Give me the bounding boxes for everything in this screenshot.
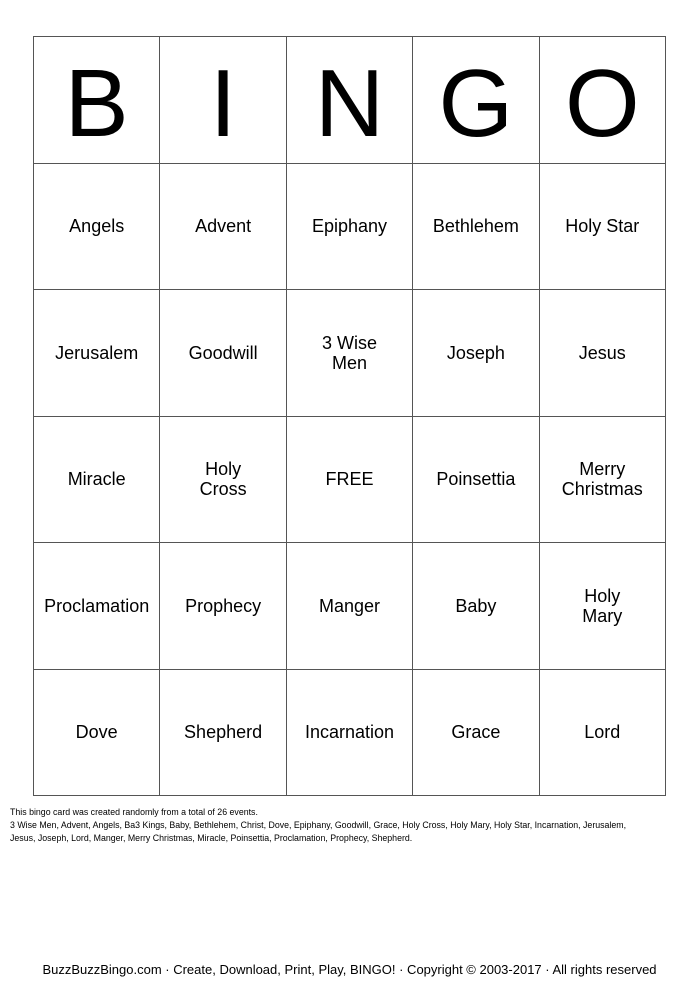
card-info (10, 806, 690, 845)
bingo-cell (34, 163, 160, 290)
header-cell-b (34, 37, 160, 164)
bingo-cell (34, 543, 160, 670)
bingo-cell (160, 669, 286, 796)
cell-text: Manger (318, 595, 380, 616)
bingo-row-4 (34, 543, 666, 670)
cell-text: Goodwill (188, 342, 258, 363)
bingo-cell (34, 669, 160, 796)
cell-text: Jerusalem (55, 342, 139, 363)
cell-text: Joseph (446, 342, 505, 363)
header-cell-g (413, 37, 539, 164)
bingo-header-row (34, 37, 666, 164)
header-letter: I (209, 49, 237, 157)
bingo-cell (160, 290, 286, 417)
cell-text: Epiphany (311, 216, 387, 237)
bingo-cell (34, 416, 160, 543)
bingo-cell (286, 669, 412, 796)
bingo-row-2 (34, 290, 666, 417)
bingo-cell (539, 543, 665, 670)
bingo-cell (286, 163, 412, 290)
header-letter: O (564, 49, 640, 157)
bingo-cell (34, 290, 160, 417)
free-space-cell (286, 416, 412, 543)
cell-text: Incarnation (304, 722, 394, 743)
bingo-row-1 (34, 163, 666, 290)
cell-text: Holy Mary (582, 585, 623, 626)
bingo-row-3 (34, 416, 666, 543)
cell-text: Merry Christmas (561, 459, 643, 500)
footer-copyright: BuzzBuzzBingo.com · Create, Download, Print, Play, BINGO! · Copyright © 2003-2017 · All rights reserved (42, 962, 657, 977)
bingo-card (33, 36, 666, 796)
cell-text: Baby (455, 595, 497, 616)
bingo-cell (413, 669, 539, 796)
bingo-cell (413, 163, 539, 290)
cell-text: Grace (451, 722, 501, 743)
bingo-row-5 (34, 669, 666, 796)
bingo-cell (539, 669, 665, 796)
cell-text: 3 Wise Men (321, 332, 377, 373)
bingo-cell (413, 416, 539, 543)
bingo-cell (539, 163, 665, 290)
cell-text: Poinsettia (436, 469, 516, 490)
bingo-cell (160, 543, 286, 670)
info-summary: This bingo card was created randomly from a total of 26 events. (10, 807, 258, 817)
bingo-cell (286, 543, 412, 670)
bingo-cell (539, 290, 665, 417)
cell-text: Shepherd (184, 722, 263, 743)
cell-text: Lord (584, 722, 621, 743)
free-space-text: FREE (325, 469, 374, 490)
header-cell-i (160, 37, 286, 164)
bingo-cell (160, 163, 286, 290)
cell-text: Prophecy (185, 595, 262, 616)
bingo-cell (413, 290, 539, 417)
cell-text: Proclamation (44, 595, 150, 616)
cell-text: Holy Cross (199, 459, 247, 500)
bingo-cell (413, 543, 539, 670)
header-cell-n (286, 37, 412, 164)
cell-text: Dove (75, 722, 118, 743)
bingo-cell (539, 416, 665, 543)
cell-text: Advent (195, 216, 252, 237)
bingo-cell (286, 290, 412, 417)
header-letter: B (64, 49, 129, 157)
cell-text: Angels (69, 216, 125, 237)
header-letter: G (438, 49, 514, 157)
cell-text: Miracle (67, 469, 126, 490)
header-cell-o (539, 37, 665, 164)
cell-text: Bethlehem (432, 216, 519, 237)
info-event-list-line-2: Jesus, Joseph, Lord, Manger, Merry Christmas, Miracle, Poinsettia, Proclamation, Prophecy, Shepherd. (10, 833, 413, 843)
cell-text: Holy Star (565, 216, 640, 237)
cell-text: Jesus (578, 342, 626, 363)
header-letter: N (314, 49, 385, 157)
bingo-cell (160, 416, 286, 543)
info-event-list-line-1: 3 Wise Men, Advent, Angels, Ba3 Kings, Baby, Bethlehem, Christ, Dove, Epiphany, Goodwill, Grace, Holy Cross, Holy Mary, Holy Star, Incarnation, Jerusalem, (10, 820, 627, 830)
